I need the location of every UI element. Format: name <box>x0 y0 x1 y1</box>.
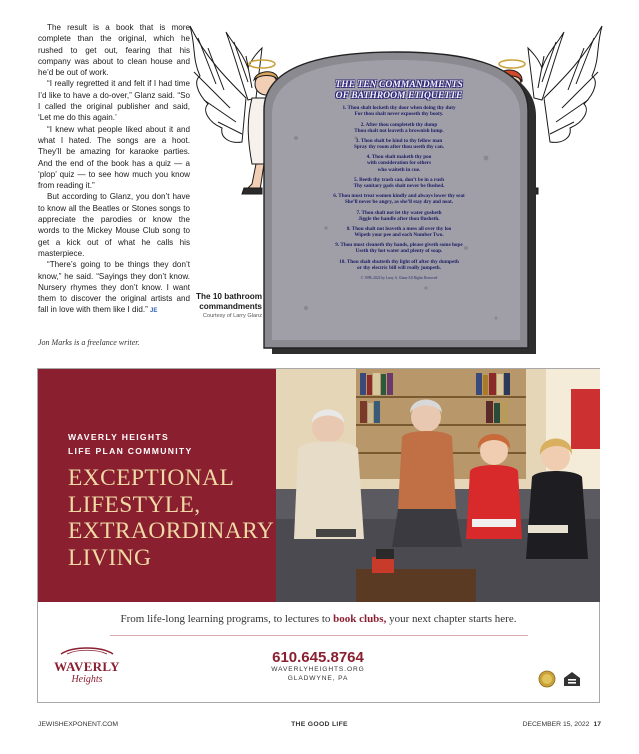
article-paragraph: The result is a book that is more complete than the original, which he rushed to get out, fearing that his company was about to clean house and he’d be out of work. <box>38 23 190 78</box>
tablet-copyright: © 1998–2022 by Larry A. Glanz All Rights Reserved <box>360 275 438 280</box>
commandment-10 <box>268 259 530 271</box>
ad-badges <box>538 670 584 688</box>
waverly-heights-logo[interactable] <box>52 642 122 685</box>
commandment-line: who waiteth in cue. <box>377 166 421 173</box>
ad-divider <box>110 635 528 636</box>
commandment-line: or thy electric bill will really jumpeth. <box>357 264 441 271</box>
commandment-line: 9. Thou must cleaneth thy hands, please giveth some hope <box>335 242 463 249</box>
article-paragraph: “I knew what people liked about it and what I hated. The songs are a hoot. They’ll be amazing for karaoke parties. And the end of the book has a quiz — a ‘plop’ quiz — to see how much you know from reading it.” <box>38 124 190 191</box>
caption-title: The 10 bathroom commandments <box>196 292 262 311</box>
commandment-line: 1. Thou shalt locketh thy door when doing thy duty <box>342 105 456 112</box>
logo-arc-icon <box>59 645 115 655</box>
tablet-title-line: OF BATHROOM ETIQUETTE <box>335 89 463 101</box>
commandment-2 <box>268 122 530 134</box>
headline-line: EXCEPTIONAL <box>68 465 235 491</box>
headline-line: LIFESTYLE, <box>68 491 201 518</box>
commandment-7 <box>268 210 530 222</box>
commandment-line: 5. Beeth thy trash can, don’t be in a rush <box>353 176 445 183</box>
commandment-1 <box>268 105 530 117</box>
commandment-line: 6. Thou must treat women kindly and always lower thy seat <box>333 193 465 200</box>
commandment-line: 8. Thou shalt not leaveth a mess all over thy loo <box>346 225 452 232</box>
commandment-line: Jiggle the handle after thou flusheth. <box>358 215 440 222</box>
image-caption <box>186 292 262 319</box>
commandment-line: with consideration for others <box>366 160 432 167</box>
ad-location: GLADWYNE, PA <box>287 675 349 682</box>
article-paragraph: But according to Glanz, you don’t have to know all the Beatles or Stones songs to appreciate the parodies or know the words to the Mickey Mouse Club song to get a kick out of what he calls his masterpiece. <box>38 192 190 258</box>
footer-date-page <box>523 721 601 728</box>
article-column <box>38 22 190 318</box>
commandment-line: 10. Thou shalt shutteth thy light off after thy dumpeth <box>339 258 459 265</box>
commandment-5 <box>268 177 530 189</box>
headline-line: EXTRAORDINARY <box>68 518 275 544</box>
footer-site[interactable]: JEWISHEXPONENT.COM <box>38 721 119 728</box>
commandment-line: She’ll never be angry, as she’ll stay dry and neat. <box>344 199 454 206</box>
tablet-title <box>268 80 530 101</box>
award-seal-icon <box>539 671 555 687</box>
commandment-3 <box>268 138 530 150</box>
commandments-text <box>268 80 530 280</box>
ad-photo-women-reading <box>276 369 600 602</box>
commandment-line: For thou shalt never exposeth thy booty. <box>354 111 444 118</box>
ad-website-link[interactable]: WAVERLYHEIGHTS.ORG <box>271 666 365 673</box>
commandment-line: Thy sanitary pads shalt never be flushed. <box>353 182 445 189</box>
commandment-line: 4. Thou shalt maketh thy poo <box>366 154 432 161</box>
article-paragraph <box>38 259 190 317</box>
commandment-6 <box>268 193 530 205</box>
ad-red-panel <box>38 369 276 602</box>
commandment-line: Thou shalt not leaveth a brownish lump. <box>354 127 444 134</box>
commandment-4 <box>268 154 530 172</box>
commandment-9 <box>268 242 530 254</box>
author-byline: Jon Marks is a freelance writer. <box>38 338 140 347</box>
commandment-line: 7. Thou shalt not let thy water gusheth <box>356 209 442 216</box>
caption-credit: Courtesy of Larry Glanz <box>202 313 262 319</box>
ad-tagline <box>38 613 599 625</box>
end-mark: JE <box>150 308 158 315</box>
article-paragraph-text: “There’s going to be things they don’t know,” he said. “Sayings they don’t know. Nursery rhymes they don’t know. I want them to discover the original artists and fall in love with them like I did.” <box>38 260 190 315</box>
commandment-line: Useth thy hot water and plenty of soap. <box>355 248 443 255</box>
commandment-line: 3. Thou shalt be kind to thy fellow man <box>355 137 443 144</box>
tablet-title-line: THE TEN COMMANDMENTS <box>335 79 463 90</box>
commandment-line: Spray thy room after thou useth thy can. <box>353 144 445 151</box>
tagline-text: From life-long learning programs, to lectures to <box>120 613 334 625</box>
tagline-highlight: book clubs, <box>333 613 387 625</box>
footer-date: DECEMBER 15, 2022 <box>522 721 590 728</box>
article-paragraph: “I really regretted it and felt if I had time I’d like to have a do-over,” Glanz said. “So I called the original publisher and said, ‘Let me do this again.’ <box>38 79 190 123</box>
page-number: 17 <box>593 721 601 728</box>
logo-script: Heights <box>71 674 103 685</box>
community-line: WAVERLY HEIGHTS <box>68 432 169 442</box>
logo-word: WAVERLY <box>54 659 120 674</box>
waverly-heights-ad[interactable] <box>37 368 600 703</box>
ad-headline <box>68 465 274 571</box>
community-line: LIFE PLAN COMMUNITY <box>68 445 193 456</box>
ad-phone-number[interactable]: 610.645.8764 <box>272 649 364 666</box>
equal-housing-icon <box>564 672 580 686</box>
right-angel-wings <box>528 26 602 142</box>
commandment-8 <box>268 226 530 238</box>
footer-section: THE GOOD LIFE <box>291 721 348 728</box>
tagline-text-end: your next chapter starts here. <box>386 613 517 625</box>
commandment-line: Wipeth your pee and each Number Two. <box>354 232 444 238</box>
ad-community-name <box>68 431 192 458</box>
book-club-photo-art <box>276 369 600 602</box>
headline-line: LIVING <box>68 544 152 571</box>
commandment-line: 2. After thou completeth thy dump <box>360 121 438 128</box>
